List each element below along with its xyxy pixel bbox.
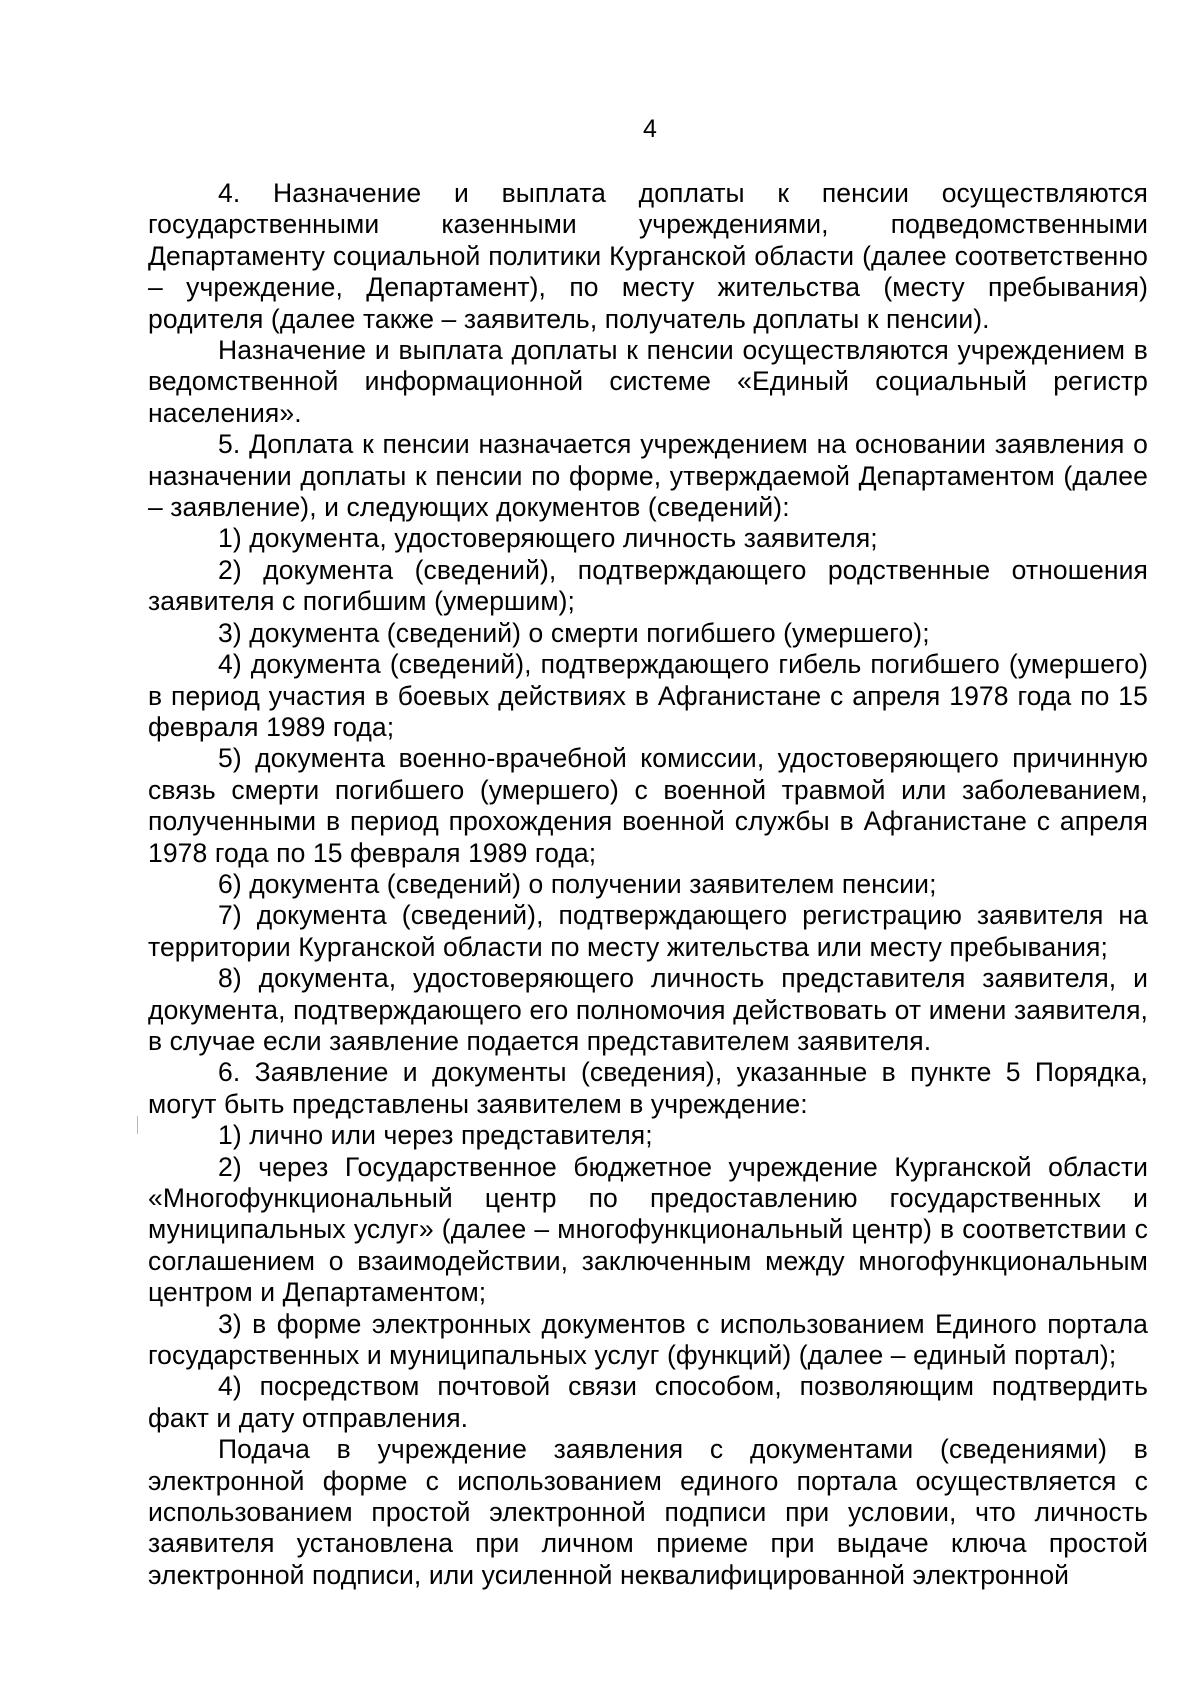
list-item-6-3: 3) в форме электронных документов с использованием Единого портала государственных и муниципальных услуг (функций) (далее – единый портал); [148,1308,1148,1371]
paragraph-6-submission: 6. Заявление и документы (сведения), указанные в пункте 5 Порядка, могут быть представлены заявителем в учреждение: [148,1057,1148,1119]
list-item-6-1: 1) лично или через представителя; [218,1120,653,1151]
list-item-5-7: 7) документа (сведений), подтверждающего регистрацию заявителя на территории Курганской области по месту жительства или месту пребывания; [148,900,1148,962]
list-item-5-5: 5) документа военно-врачебной комиссии, удостоверяющего причинную связь смерти погибшего (умершего) с военной травмой или заболеванием, полученными в период прохождения военной службы в Афганистане с апреля 1978 года по 15 февраля 1989 года; [148,743,1148,868]
paragraph-5-basis: 5. Доплата к пенсии назначается учреждением на основании заявления о назначении доплаты к пенсии по форме, утверждаемой Департаментом (далее – заявление), и следующих документов (сведений): [148,429,1148,523]
document-body [148,178,1148,1591]
paragraph-information-system: Назначение и выплата доплаты к пенсии осуществляются учреждением в ведомственной информационной системе «Единый социальный регистр населения». [148,335,1148,428]
list-item-5-1: 1) документа, удостоверяющего личность заявителя; [218,523,878,554]
list-item-5-2: 2) документа (сведений), подтверждающего родственные отношения заявителя с погибшим (умершим); [148,554,1148,617]
paragraph-electronic-submission: Подача в учреждение заявления с документами (сведениями) в электронной форме с использованием единого портала осуществляется с использованием простой электронной подписи при условии, что личность заявителя установлена при личном приеме при выдаче ключа простой электронной подписи, или усиленной неквалифицированной электронной [148,1434,1148,1590]
list-item-6-2: 2) через Государственное бюджетное учреждение Курганской области «Многофункциональный центр по предоставлению государственных и муниципальных услуг» (далее – многофункциональный центр) в соответствии с соглашением о взаимодействии, заключенным между многофункциональным центром и Департаментом; [148,1151,1148,1308]
page-number: 4 [643,115,657,143]
list-item-5-4: 4) документа (сведений), подтверждающего гибель погибшего (умершего) в период участия в боевых действиях в Афганистане с апреля 1978 года по 15 февраля 1989 года; [148,649,1148,742]
scan-mark [137,1116,138,1134]
paragraph-4-assignment: 4. Назначение и выплата доплаты к пенсии осуществляются государственными казенными учреждениями, подведомственными Департаменту социальной политики Курганской области (далее соответственно – учреждение, Департамент), по месту жительства (месту пребывания) родителя (далее также – заявитель, получатель доплаты к пенсии). [148,178,1148,334]
list-item-5-3: 3) документа (сведений) о смерти погибшего (умершего); [218,617,930,648]
list-item-5-6: 6) документа (сведений) о получении заявителем пенсии; [218,868,937,899]
list-item-5-8: 8) документа, удостоверяющего личность представителя заявителя, и документа, подтверждающего его полномочия действовать от имени заявителя, в случае если заявление подается представителем заявителя. [148,963,1148,1056]
list-item-6-4: 4) посредством почтовой связи способом, позволяющим подтвердить факт и дату отправления. [148,1371,1148,1433]
